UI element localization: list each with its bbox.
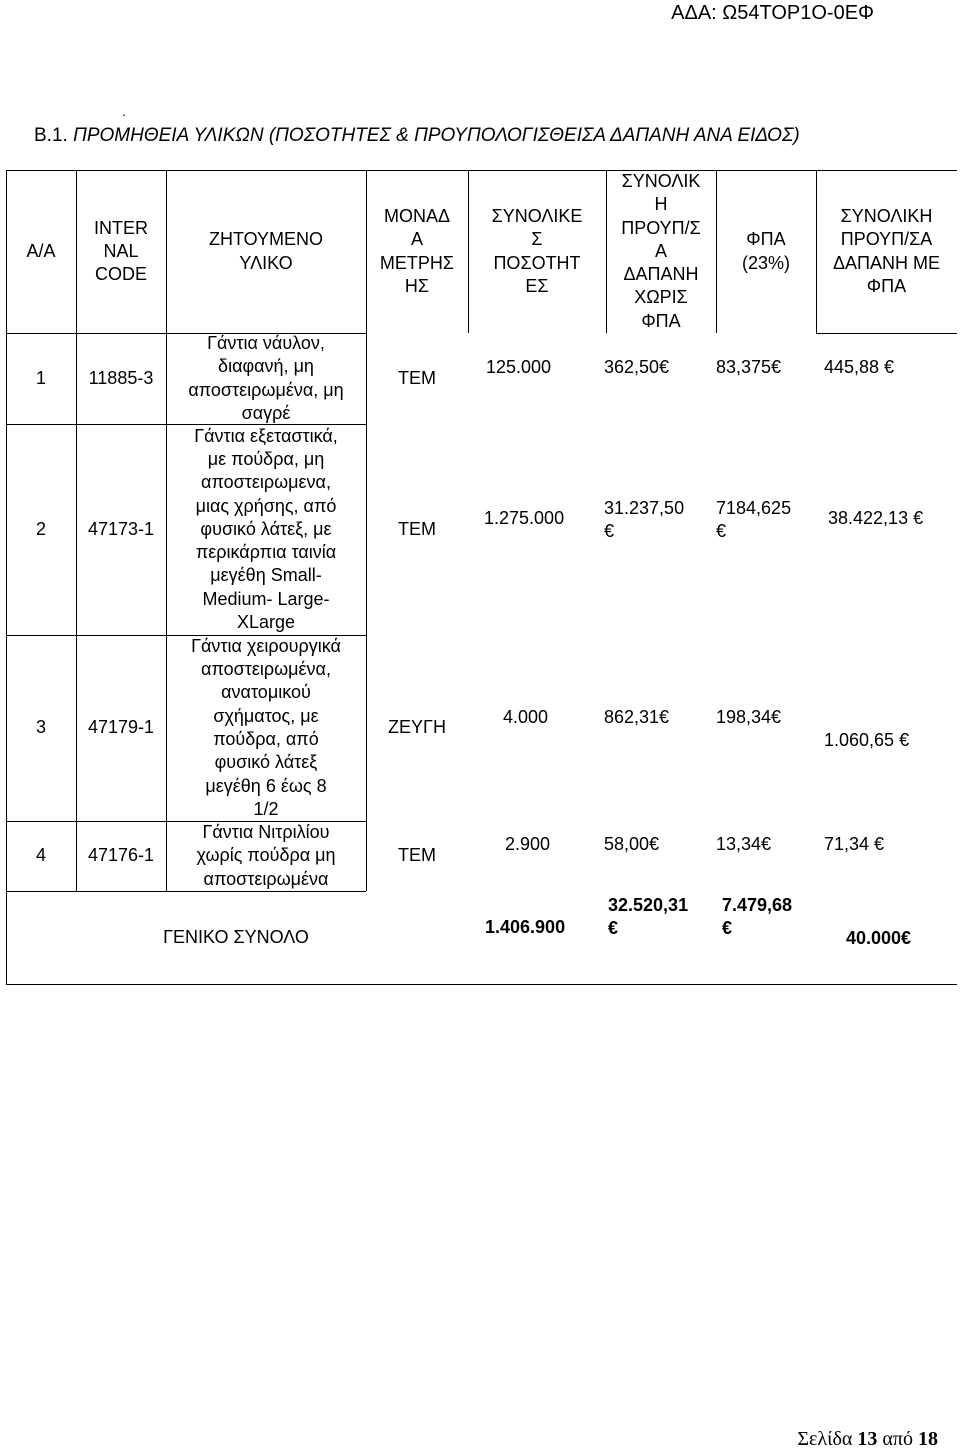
row2-aa: 2: [35, 518, 46, 539]
row2-unit: ΤΕΜ: [398, 518, 436, 539]
row2-code: 47173-1: [87, 518, 155, 539]
header-quantity: ΣΥΝΟΛΙΚΕ Σ ΠΟΣΟΤΗΤ ΕΣ: [491, 205, 583, 296]
row4-vat: 13,34€: [716, 834, 772, 855]
row1-item: Γάντια νάυλον, διαφανή, μη αποστειρωμένα, μη σαγρέ: [188, 332, 344, 423]
row1-unit: ΤΕΜ: [398, 367, 436, 388]
row3-quantity: 4.000: [503, 707, 549, 728]
row3-aa: 3: [35, 717, 46, 738]
footer-total-pages: 18: [918, 1428, 938, 1450]
footer-middle: από: [877, 1428, 918, 1450]
materials-table: [6, 170, 957, 985]
row1-code: 11885-3: [88, 367, 154, 388]
header-aa: Α/Α: [26, 240, 56, 261]
row1-vat: 83,375€: [716, 357, 782, 378]
row4-net-cost: 58,00€: [604, 834, 660, 855]
row4-code: 47176-1: [87, 845, 155, 866]
row3-unit: ΖΕΥΓΗ: [388, 717, 446, 738]
row1-total: 445,88 €: [824, 357, 895, 378]
header-internal-code: INTER NAL CODE: [94, 217, 148, 285]
section-title: [34, 125, 800, 147]
footer-page-number: 13: [857, 1428, 878, 1450]
page-footer: [797, 1428, 938, 1451]
section-title-text: ΠΡΟΜΗΘΕΙΑ ΥΛΙΚΩΝ (ΠΟΣΟΤΗΤΕΣ & ΠΡΟΥΠΟΛΟΓΙΣΘΕΙΣΑ ΔΑΠΑΝΗ ΑΝΑ ΕΙΔΟΣ): [67, 125, 800, 146]
grand-total-total: 40.000€: [846, 928, 912, 949]
row2-item: Γάντια εξεταστικά, με πούδρα, μη αποστειρωμενα, μιας χρήσης, από φυσικό λάτεξ, με περικάρπια ταινία μεγέθη Small- Medium- Large- XLarge: [194, 425, 338, 633]
row4-item: Γάντια Νιτριλίου χωρίς πούδρα μη αποστειρωμένα: [196, 822, 336, 889]
header-vat: ΦΠΑ (23%): [741, 229, 790, 273]
row3-net-cost: 862,31€: [604, 707, 670, 728]
row2-quantity: 1.275.000: [484, 508, 565, 529]
header-unit: ΜΟΝΑΔ Α ΜΕΤΡΗΣ ΗΣ: [379, 205, 455, 296]
row2-vat: 7184,625 €: [716, 497, 792, 541]
row2-net-cost: 31.237,50 €: [604, 497, 685, 541]
grand-total-vat: 7.479,68 €: [722, 894, 793, 938]
row1-quantity: 125.000: [486, 357, 552, 378]
row3-vat: 198,34€: [716, 707, 782, 728]
row3-code: 47179-1: [87, 717, 155, 738]
header-net-cost: ΣΥΝΟΛΙΚ Η ΠΡΟΥΠ/Σ Α ΔΑΠΑΝΗ ΧΩΡΙΣ ΦΠΑ: [621, 170, 701, 331]
footer-prefix: Σελίδα: [797, 1428, 858, 1450]
row3-item: Γάντια χειρουργικά αποστειρωμένα, ανατομικού σχήματος, με πούδρα, από φυσικό λάτεξ μεγέθη 6 έως 8 1/2: [191, 635, 341, 819]
row1-net-cost: 362,50€: [604, 357, 670, 378]
row1-aa: 1: [35, 367, 46, 388]
stray-dot: .: [122, 103, 126, 119]
row4-total: 71,34 €: [824, 834, 885, 855]
header-item: ΖΗΤΟΥΜΕΝΟ ΥΛΙΚΟ: [208, 229, 324, 273]
row4-unit: ΤΕΜ: [398, 845, 436, 866]
grand-total-label: ΓΕΝΙΚΟ ΣΥΝΟΛΟ: [163, 927, 309, 948]
grand-total-quantity: 1.406.900: [485, 917, 566, 938]
ada-code: ΑΔΑ: Ω54ΤΟΡ1Ο-0ΕΦ: [671, 2, 874, 24]
grand-total-net-cost: 32.520,31 €: [608, 894, 689, 938]
row4-quantity: 2.900: [505, 834, 551, 855]
row3-total: 1.060,65 €: [824, 730, 910, 751]
section-number: Β.1.: [34, 125, 68, 146]
header-total-cost: ΣΥΝΟΛΙΚΗ ΠΡΟΥΠ/ΣΑ ΔΑΠΑΝΗ ΜΕ ΦΠΑ: [832, 205, 941, 296]
row2-total: 38.422,13 €: [828, 508, 924, 529]
row4-aa: 4: [35, 845, 46, 866]
